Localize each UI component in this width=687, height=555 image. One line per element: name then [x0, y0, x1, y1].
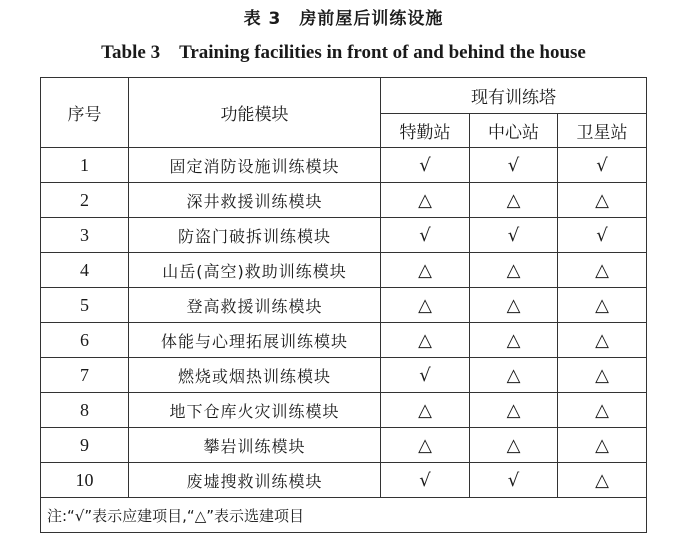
header-index: 序号 [41, 78, 129, 148]
mark-special: △ [381, 323, 470, 358]
mark-special: √ [381, 218, 470, 253]
training-facilities-table [40, 77, 647, 533]
row-number: 3 [41, 218, 129, 253]
table-row [41, 463, 647, 498]
mark-center: △ [470, 288, 558, 323]
mark-satellite: △ [558, 288, 647, 323]
mark-satellite: △ [558, 358, 647, 393]
mark-special: √ [381, 463, 470, 498]
mark-special: △ [381, 183, 470, 218]
mark-satellite: √ [558, 148, 647, 183]
mark-satellite: △ [558, 253, 647, 288]
module-name: 废墟搜救训练模块 [129, 463, 381, 498]
table-row [41, 253, 647, 288]
mark-satellite: △ [558, 183, 647, 218]
module-name: 防盗门破拆训练模块 [129, 218, 381, 253]
row-number: 5 [41, 288, 129, 323]
table-row [41, 358, 647, 393]
table-row [41, 183, 647, 218]
mark-center: √ [470, 218, 558, 253]
row-number: 2 [41, 183, 129, 218]
table-note: 注:“√”表示应建项目,“△”表示选建项目 [41, 498, 647, 533]
row-number: 8 [41, 393, 129, 428]
mark-center: △ [470, 358, 558, 393]
module-name: 地下仓库火灾训练模块 [129, 393, 381, 428]
header-module: 功能模块 [129, 78, 381, 148]
module-name: 燃烧或烟热训练模块 [129, 358, 381, 393]
mark-satellite: △ [558, 323, 647, 358]
module-name: 体能与心理拓展训练模块 [129, 323, 381, 358]
mark-center: △ [470, 323, 558, 358]
table-row [41, 148, 647, 183]
mark-satellite: △ [558, 463, 647, 498]
header-station-satellite: 卫星站 [558, 114, 647, 148]
row-number: 6 [41, 323, 129, 358]
row-number: 4 [41, 253, 129, 288]
table-row [41, 288, 647, 323]
module-name: 山岳(高空)救助训练模块 [129, 253, 381, 288]
mark-satellite: △ [558, 428, 647, 463]
table-row [41, 393, 647, 428]
module-name: 固定消防设施训练模块 [129, 148, 381, 183]
row-number: 7 [41, 358, 129, 393]
mark-special: △ [381, 288, 470, 323]
table-row [41, 428, 647, 463]
header-existing-towers: 现有训练塔 [381, 78, 647, 114]
mark-center: △ [470, 183, 558, 218]
mark-center: △ [470, 393, 558, 428]
header-station-special: 特勤站 [381, 114, 470, 148]
module-name: 登高救援训练模块 [129, 288, 381, 323]
mark-special: △ [381, 393, 470, 428]
mark-center: √ [470, 463, 558, 498]
mark-special: √ [381, 148, 470, 183]
module-name: 攀岩训练模块 [129, 428, 381, 463]
mark-special: △ [381, 428, 470, 463]
mark-special: √ [381, 358, 470, 393]
row-number: 10 [41, 463, 129, 498]
mark-satellite: √ [558, 218, 647, 253]
table-caption-en: Table 3 Training facilities in front of and behind the house [101, 42, 586, 63]
mark-special: △ [381, 253, 470, 288]
table-caption-cn: 表 3 房前屋后训练设施 [243, 9, 444, 29]
mark-center: △ [470, 253, 558, 288]
table-row [41, 218, 647, 253]
mark-center: △ [470, 428, 558, 463]
header-station-center: 中心站 [470, 114, 558, 148]
row-number: 1 [41, 148, 129, 183]
table-note-row [41, 498, 647, 533]
row-number: 9 [41, 428, 129, 463]
mark-satellite: △ [558, 393, 647, 428]
table-row [41, 323, 647, 358]
mark-center: √ [470, 148, 558, 183]
module-name: 深井救援训练模块 [129, 183, 381, 218]
